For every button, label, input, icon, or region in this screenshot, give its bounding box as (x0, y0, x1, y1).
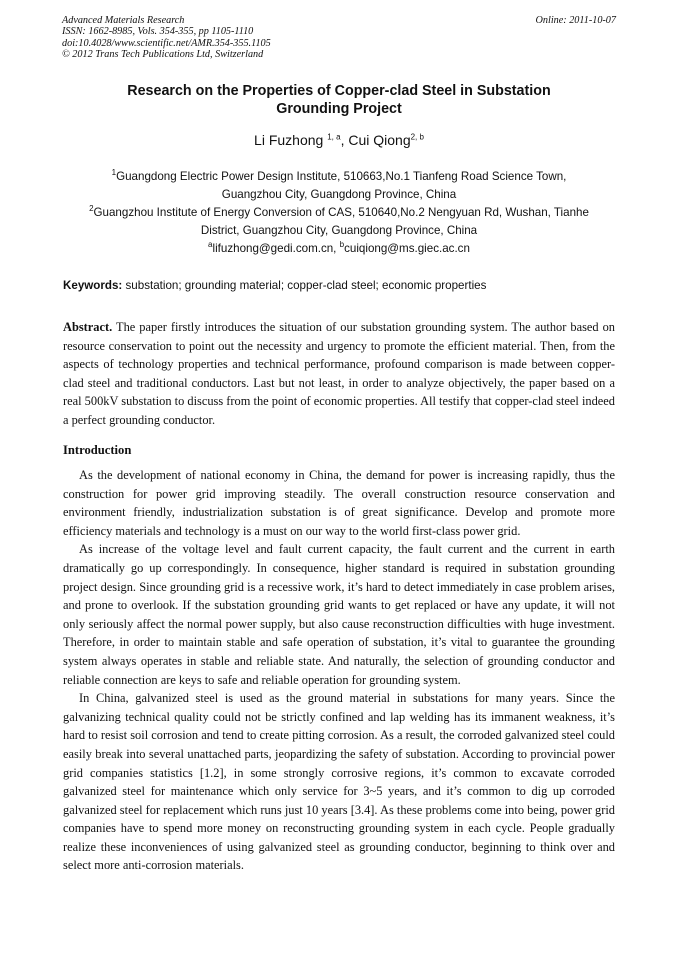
email-b-marker: b (339, 240, 345, 250)
affiliation-1-line-1 (60, 168, 618, 186)
affiliation-2-line-1 (60, 204, 618, 222)
affiliation-2-text: Guangzhou Institute of Energy Conversion of CAS, 510640,No.2 Nengyuan Rd, Wushan, Tianhe (93, 206, 589, 219)
intro-paragraph-3: In China, galvanized steel is used as the ground material in substations for many years. Since the galvanizing technical quality could not be strictly confined and lap welding has its immanent weakness, it’s hard to resist soil corrosion and tend to create pitting corrosion. As a result, the corroded galvanized steel could easily break into several unattached parts, jeopardizing the safety of substation. According to provincial power grid companies statistics [1.2], in some strongly corrosive regions, it’s common to excavate corroded galvanized steel for maintenance which only service for 3~5 years, and it’s common to dig up corroded galvanized steel for replacement which runs just 10 years [3.4]. As these problems come into being, power grid companies have to spend more money on reconstructing grounding system in each cycle. People gradually realize these inconveniences of using galvanized steel as grounding conductor, beginning to think over and select more anti-corrosion materials. (63, 691, 615, 873)
journal-name: Advanced Materials Research (62, 15, 185, 26)
affiliations (60, 168, 618, 258)
affiliation-2-marker: 2 (89, 204, 94, 214)
author-2: Cui Qiong (348, 132, 411, 148)
abstract-text: The paper firstly introduces the situation of our substation grounding system. The author based on resource conservation to point out the necessity and urgency to promote the efficient material. Then, from the aspects of technology properties and technical performance, profound comparison is made between copper-clad steel and traditional conductors. Last but not least, in order to analyze objectively, the paper based on a real 500kV substation to discuss from the point of economic properties. All testify that copper-clad steel indeed a perfect grounding conductor. (63, 320, 615, 427)
title-line-2: Grounding Project (276, 101, 402, 117)
intro-paragraph-2: As increase of the voltage level and fault current capacity, the fault current and the current in earth dramatically go up correspondingly. In consequence, higher standard is required in substation grounding project design. Since grounding grid is a recessive work, it’s hard to detect immediately in case problem arises, and prone to overlook. If the substation grounding grid wants to get replaced or have any update, it will not only seriously affect the normal power supply, but also cause reconstruction difficulties with huge investment. Therefore, in order to maintain stable and safe operation of substation, it’s vital to guarantee the grounding system always operates in stable and reliable state. And naturally, the selection of grounding conductor and reliable connection are keys to safe and reliable operation for grounding system. (63, 542, 615, 687)
email-b: cuiqiong@ms.giec.ac.cn (344, 242, 470, 255)
author-2-affiliation: 2, b (410, 132, 424, 142)
affiliation-2-line-2: District, Guangzhou City, Guangdong Province, China (200, 224, 478, 237)
keywords-text: substation; grounding material; copper-clad steel; economic properties (122, 279, 487, 292)
author-separator: , (340, 132, 349, 148)
issn-line: ISSN: 1662-8985, Vols. 354-355, pp 1105-1110 (62, 26, 254, 38)
abstract (63, 318, 615, 430)
author-1: Li Fuzhong (254, 132, 324, 148)
affiliation-1-text: Guangdong Electric Power Design Institute, 510663,No.1 Tianfeng Road Science Town, (116, 170, 567, 183)
paper-title (60, 82, 618, 118)
copyright-line: © 2012 Trans Tech Publications Ltd, Switzerland (62, 49, 264, 61)
abstract-label: Abstract. (63, 320, 113, 334)
introduction-heading: Introduction (63, 443, 132, 457)
affiliation-1-marker: 1 (111, 168, 117, 178)
intro-paragraph-1: As the development of national economy in China, the demand for power is increasing rapidly, thus the construction for power grid improving steadily. The overall construction resource conservation and environment friendly, industrialization substation is of great significance. Develop and promote more efficiency materials and technology is a must on our way to the world first-class power grid. (63, 468, 615, 538)
email-line (60, 240, 618, 258)
introduction-body (63, 466, 615, 875)
journal-header (62, 15, 616, 61)
keywords (63, 279, 615, 292)
author-list (60, 132, 618, 148)
doi-line: doi:10.4028/www.scientific.net/AMR.354-355.1105 (62, 37, 271, 49)
online-date: Online: 2011-10-07 (535, 15, 616, 26)
title-line-1: Research on the Properties of Copper-clad Steel in Substation (127, 83, 551, 99)
keywords-label: Keywords: (63, 279, 123, 292)
email-a: lifuzhong@gedi.com.cn, (212, 242, 340, 255)
email-a-marker: a (208, 240, 213, 250)
author-1-affiliation: 1, a (327, 132, 341, 142)
affiliation-1-line-2: Guangzhou City, Guangdong Province, China (221, 188, 457, 201)
